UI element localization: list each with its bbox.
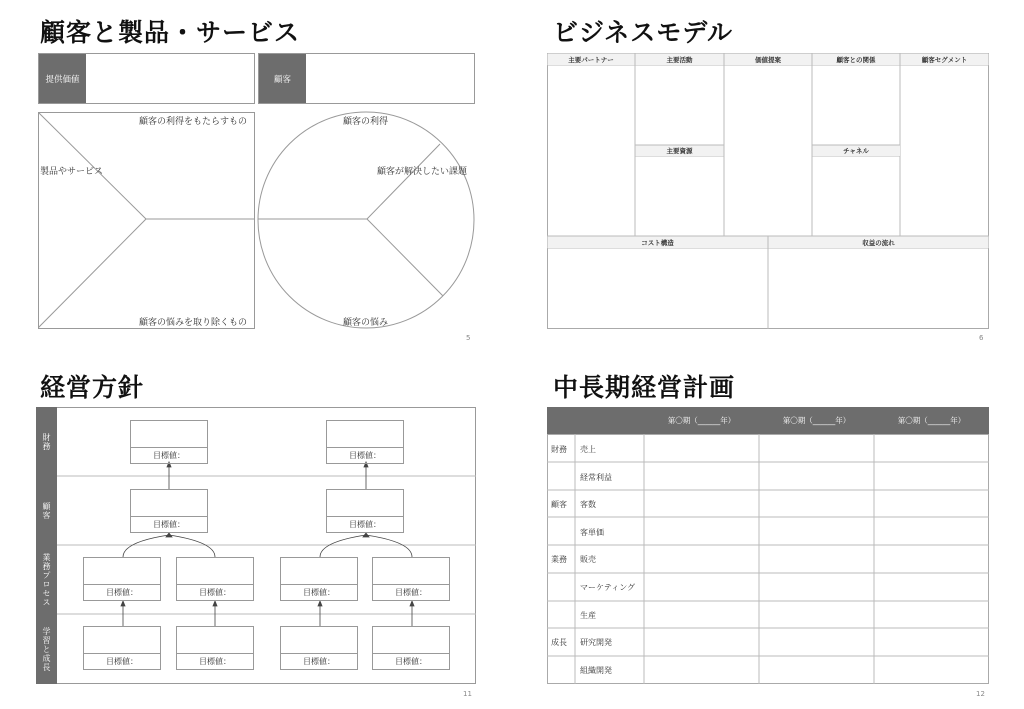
target-value-label: 目標値：	[84, 584, 160, 600]
customer-profile-circle	[257, 111, 476, 330]
perspective-customer: 顧客	[42, 501, 51, 520]
objective-box	[326, 420, 404, 464]
gain-creators-label: 顧客の利得をもたらすもの	[139, 117, 248, 127]
row-category: 顧客	[551, 500, 567, 509]
bmc-channels: チャネル	[843, 147, 869, 155]
row-item: 売上	[580, 445, 596, 454]
row-item: 販売	[580, 555, 596, 564]
row-category: 成長	[551, 638, 567, 647]
pain-relievers-label: 顧客の悩みを取り除くもの	[139, 318, 248, 328]
target-value-label: 目標値：	[327, 447, 403, 463]
objective-box	[280, 557, 358, 601]
row-item: 組織開発	[580, 666, 612, 675]
page-number-6: 6	[979, 334, 984, 342]
jobs-label: 顧客が解決したい課題	[377, 167, 468, 177]
bmc-cost-structure: コスト構造	[641, 238, 674, 247]
perspective-learning: 学習と成長	[42, 626, 51, 672]
row-item: 経常利益	[580, 473, 612, 482]
bmc-customer-relationships: 顧客との関係	[836, 55, 876, 64]
gains-label: 顧客の利得	[343, 117, 389, 127]
value-prop-box	[38, 53, 255, 104]
target-value-label: 目標値：	[131, 516, 207, 532]
bmc-key-partners: 主要パートナー	[568, 55, 614, 64]
period-header-3: 第〇期（______年）	[897, 416, 966, 425]
objective-box	[130, 420, 208, 464]
period-header-2: 第〇期（______年）	[782, 416, 851, 425]
row-item: 生産	[580, 611, 596, 620]
objective-box	[176, 557, 254, 601]
plan-table-grid	[547, 434, 989, 684]
target-value-label: 目標値：	[281, 584, 357, 600]
products-services-label: 製品やサービス	[40, 167, 104, 177]
page-number-12: 12	[976, 690, 985, 698]
pains-label: 顧客の悩み	[343, 318, 389, 328]
bmc-grid-lines	[547, 53, 989, 329]
perspective-financial: 財務	[42, 432, 51, 451]
row-item: 客単価	[580, 528, 604, 537]
objective-box	[372, 557, 450, 601]
objective-box	[83, 626, 161, 670]
target-value-label: 目標値：	[177, 653, 253, 669]
objective-box	[176, 626, 254, 670]
target-value-label: 目標値：	[373, 653, 449, 669]
value-prop-label: 提供価値	[39, 54, 86, 103]
bmc-key-resources: 主要資源	[666, 147, 693, 155]
customer-label: 顧客	[259, 54, 306, 103]
target-value-label: 目標値：	[327, 516, 403, 532]
objective-box	[83, 557, 161, 601]
target-value-label: 目標値：	[84, 653, 160, 669]
row-item: 客数	[580, 500, 596, 509]
value-map-lines	[38, 112, 255, 329]
row-item: 研究開発	[580, 638, 612, 647]
slide11-title: 経営方針	[40, 373, 145, 402]
bmc-revenue-streams: 収益の流れ	[862, 238, 895, 247]
bmc-value-props: 価値提案	[755, 55, 781, 64]
target-value-label: 目標値：	[131, 447, 207, 463]
target-value-label: 目標値：	[177, 584, 253, 600]
row-category: 財務	[551, 445, 567, 454]
target-value-label: 目標値：	[281, 653, 357, 669]
slide5-title: 顧客と製品・サービス	[40, 18, 301, 47]
objective-box	[280, 626, 358, 670]
objective-box	[130, 489, 208, 533]
objective-box	[326, 489, 404, 533]
page-number-11: 11	[463, 690, 472, 698]
row-item: マーケティング	[580, 583, 636, 592]
row-category: 業務	[551, 555, 567, 564]
slide12-title: 中長期経営計画	[553, 373, 736, 402]
target-value-label: 目標値：	[373, 584, 449, 600]
slide6-title: ビジネスモデル	[553, 18, 734, 47]
customer-box	[258, 53, 475, 104]
perspective-process: 業務プロセス	[42, 552, 51, 607]
page-number-5: 5	[466, 334, 471, 342]
bmc-customer-segments: 顧客セグメント	[921, 55, 968, 64]
period-header-1: 第〇期（______年）	[667, 416, 736, 425]
bmc-key-activities: 主要活動	[666, 55, 693, 64]
objective-box	[372, 626, 450, 670]
